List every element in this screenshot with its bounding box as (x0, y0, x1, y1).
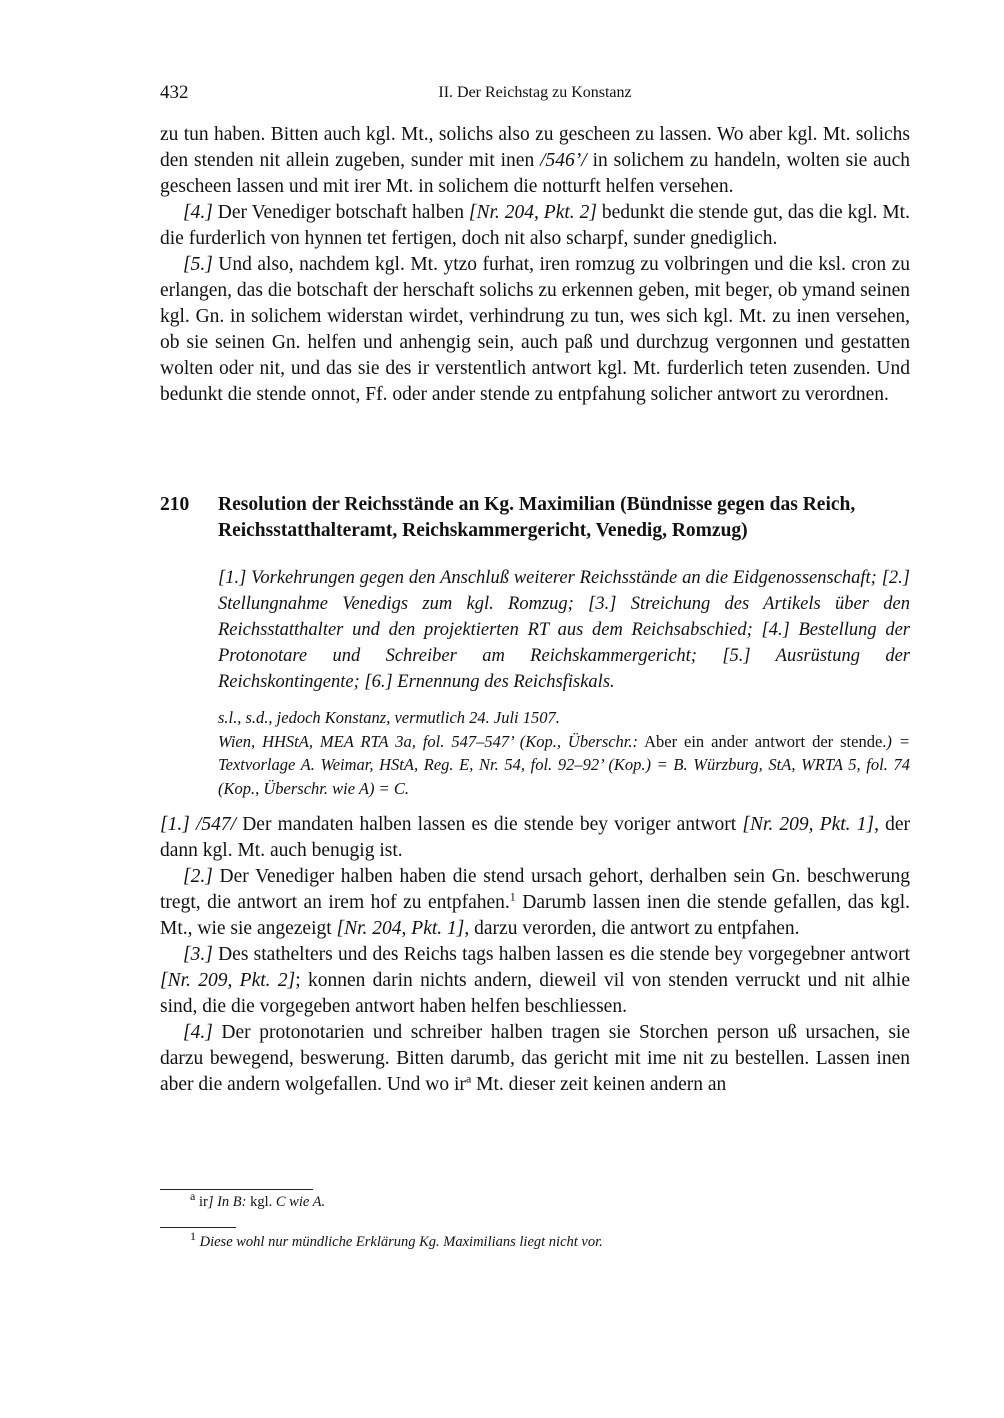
source-list: Wien, HHStA, MEA RTA 3a, fol. 547–547’ (Kop., Überschr.: Aber ein ander antwort der stende.) = Textvorlage A. Weimar, HStA, Reg. E, Nr. 54, fol. 92–92’ (Kop.) = B. Würzburg, StA, WRTA 5, fol. 74 (Kop., Überschr. wie A) = C. (218, 731, 910, 798)
source-description (218, 706, 910, 800)
cross-reference: [Nr. 204, Pkt. 2] (468, 202, 597, 223)
regest: [1.] Vorkehrungen gegen den Anschluß weiterer Reichsstände an die Eidgenossenschaft; [2.] Stellungnahme Venedigs zum kgl. Romzug; [3.] Streichung des Artikels über den Reichsstatthalter und den projektierten RT aus dem Reichsabschied; [4.] Bestellung der Protonotare und Schreiber am Reichskammergericht; [5.] Ausrüstung der Reichskontingente; [6.] Ernennung des Reichsfiskals. (218, 568, 910, 692)
point-number: [4.] (183, 1022, 213, 1043)
footnote-mark: 1 (509, 889, 516, 904)
page-header (160, 82, 910, 106)
running-head: II. Der Reichstag zu Konstanz (438, 84, 632, 101)
point-number: [2.] (183, 866, 213, 887)
variant-mark: a (465, 1071, 472, 1086)
paragraph: [2.] Der Venediger halben haben die stend ursach gehort, derhalben sein Gn. beschwerung tregt, die antwort an irem hof zu entpfahen.$^1$ Darumb lassen inen die stende gefallen, das kgl. Mt., wie sie angezeigt [Nr. 204, Pkt. 1], darzu verorden, die antwort zu entpfahen. (160, 866, 910, 939)
point-number: [1.] /547/ (160, 814, 237, 835)
footnote-rule (160, 1189, 313, 1190)
folio-marker: /546’/ (540, 150, 587, 171)
cross-reference: [Nr. 209, Pkt. 1] (742, 814, 875, 835)
point-number: [4.] (183, 202, 213, 223)
explanatory-footnote: $^1$ Diese wohl nur mündliche Erklärung Kg. Maximilians liegt nicht vor. (190, 1229, 603, 1250)
paragraph: [5.] Und also, nachdem kgl. Mt. ytzo furhat, iren romzug zu volbringen und die ksl. cron zu erlangen, das die botschaft der herschaft solichs zu erkennen geben, mit beger, ob ymand seinen kgl. Gn. in solichem widerstan wirdet, verhindrung zu tun, wes sich kgl. Mt. zu inen versehen, ob sie seinen Gn. helfen und anhengig sein, auch paß und durchzug vergonnen und gestatten wolten oder nit, und das sie des ir verstentlich antwort kgl. Mt. furderlich teten zusenden. Und bedunkt die stende onnot, Ff. oder ander stende zu entpfahung solicher antwort zu verordnen. (160, 254, 910, 405)
paragraph: [3.] Des stathelters und des Reichs tags halben lassen es die stende bey vorgegebner antwort [Nr. 209, Pkt. 2]; konnen darin nichts andern, dieweil vil von stenden verruckt und nit alhie sind, die die vorgegeben antwort haben helfen beschliessen. (160, 944, 910, 1017)
document-number: 210 (160, 494, 190, 515)
variant-footnote: $^a$ ir] In B: kgl. C wie A. (190, 1189, 326, 1210)
document-title: Resolution der Reichsstände an Kg. Maximilian (Bündnisse gegen das Reich, Reichsstatthalteramt, Reichskammergericht, Venedig, Romzug) (218, 494, 856, 541)
page-number: 432 (160, 82, 189, 103)
paragraph: [1.] /547/ Der mandaten halben lassen es die stende bey voriger antwort [Nr. 209, Pkt. 1], der dann kgl. Mt. auch benugig ist. (160, 814, 910, 861)
continued-text-block (160, 122, 910, 408)
point-number: [5.] (183, 254, 213, 275)
point-number: [3.] (183, 944, 213, 965)
paragraph: zu tun haben. Bitten auch kgl. Mt., solichs also zu gescheen zu lassen. Wo aber kgl. Mt. solichs den stenden nit allein zugeben, sunder mit inen /546’/ in solichem zu handeln, wolten sie auch gescheen lassen und mit irer Mt. in solichem die notturft helfen versehen. (160, 124, 910, 197)
paragraph: [4.] Der protonotarien und schreiber halben tragen sie Storchen person uß ursachen, sie darzu bewegend, beswerung. Bitten darumb, das gericht mit ime nit zu bestellen. Lassen inen aber die andern wolgefallen. Und wo $ir^a$ Mt. dieser zeit keinen andern an (160, 1022, 910, 1095)
cross-reference: [Nr. 209, Pkt. 2] (160, 970, 296, 991)
paragraph: [4.] Der Venediger botschaft halben [Nr. 204, Pkt. 2] bedunkt die stende gut, das die kgl. Mt. die furderlich von hynnen tet fertigen, doch nit also scharpf, sunder gnediglich. (160, 202, 910, 249)
cross-reference: [Nr. 204, Pkt. 1] (336, 918, 465, 939)
date-place: s.l., s.d., jedoch Konstanz, vermutlich 24. Juli 1507. (218, 708, 560, 727)
document-text-block (160, 812, 910, 1098)
footnote-rule (160, 1227, 236, 1228)
